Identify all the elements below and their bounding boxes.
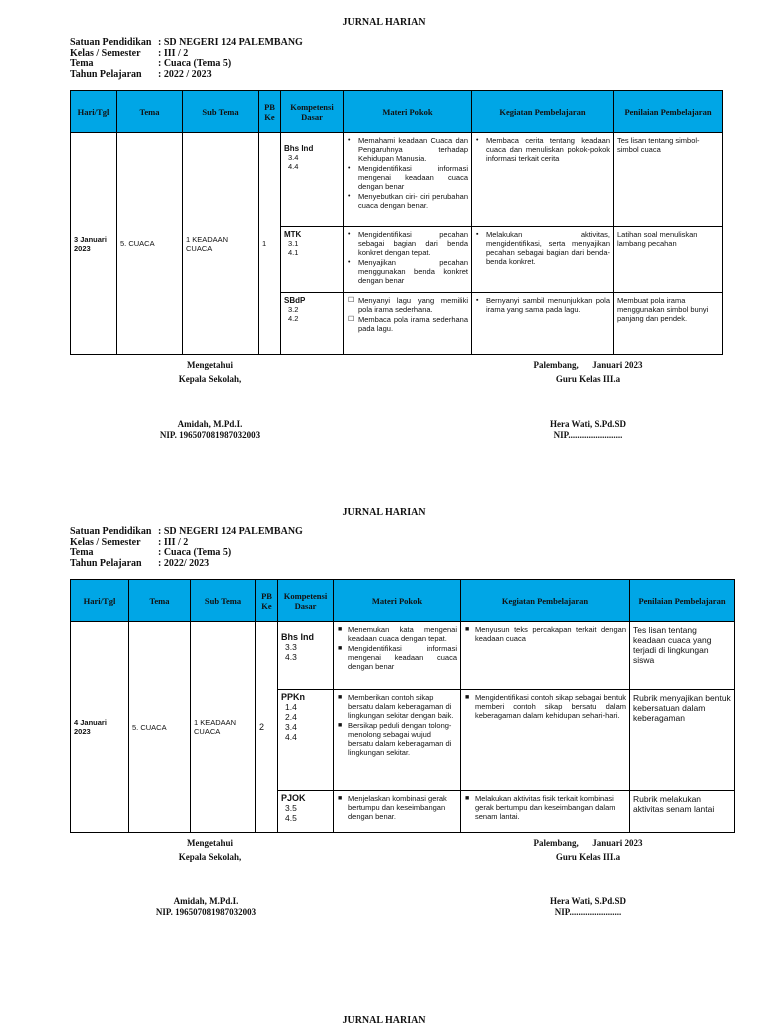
info-label: Kelas / Semester — [70, 536, 141, 548]
tema-cell: 5. CUACA — [129, 622, 191, 833]
info-label: Tema — [70, 547, 94, 558]
bullet-icon: • — [476, 137, 479, 144]
bullet-icon: • — [348, 165, 351, 172]
kd-subject: Bhs Ind — [281, 632, 314, 642]
kd-code: 3.4 — [288, 153, 299, 162]
signature-right: Palembang, Januari 2023 Guru Kelas III.a — [533, 360, 643, 384]
kegiatan-cell: ■ Melakukan aktivitas fisik terkait kombinasi gerak bertumpu dan keseimbangan dalam senam lantai. — [461, 791, 630, 833]
subtema-cell: 1 KEADAAN CUACA — [191, 622, 256, 833]
materi-cell — [334, 622, 461, 690]
checkbox-bullet-icon: ☐ — [348, 316, 355, 323]
list-item: ■ Bersikap peduli dengan tolong- menolong sebagai wujud bersatu dalam keberagaman di lingkungan sekitar. — [338, 721, 452, 757]
signature-left-name: Amidah, M.Pd.I. NIP. 196507081987032003 — [159, 419, 261, 440]
list-item: • Mengidentifikasi informasi mengenai keadaan cuaca dengan benar — [348, 164, 468, 191]
header-kd: Kompetensi Dasar — [278, 580, 334, 622]
info-value: : Cuaca (Tema 5) — [158, 547, 232, 558]
list-item: • Mengidentifikasi pecahan sebagai bagian dari benda konkret dengan tepat. — [348, 230, 468, 257]
kd-code: 1.4 — [285, 702, 297, 712]
kd-code: 4.1 — [288, 248, 299, 257]
kd-cell — [281, 227, 344, 293]
kegiatan-cell: • Membaca cerita tentang keadaan cuaca dan menuliskan pokok-pokok informasi terkait cerita — [472, 133, 614, 227]
journal-info — [70, 38, 303, 80]
info-label: Tema — [70, 58, 94, 69]
journal-info — [70, 527, 303, 569]
journal-title: JURNAL HARIAN — [342, 17, 426, 28]
kd-code: 3.5 — [285, 803, 297, 813]
square-bullet-icon: ■ — [338, 645, 343, 652]
square-bullet-icon: ▪ — [476, 297, 479, 304]
penilaian-cell: Rubrik melakukan aktivitas senam lantai — [630, 791, 735, 833]
signature-right-name: Hera Wati, S.Pd.SD NIP........................ — [549, 419, 627, 440]
header-tema: Tema — [117, 91, 183, 133]
header-pb: PB Ke — [259, 91, 281, 133]
kd-code: 3.2 — [288, 305, 299, 314]
header-penilaian: Penilaian Pembelajaran — [630, 580, 735, 622]
bullet-icon: • — [348, 231, 351, 238]
pb-cell: 2 — [256, 622, 278, 833]
signature-right: Palembang, Januari 2023 Guru Kelas III.a — [533, 838, 643, 862]
penilaian-cell: Latihan soal menuliskan lambang pecahan — [614, 227, 723, 293]
info-value: : III / 2 — [158, 536, 189, 548]
square-bullet-icon: ■ — [465, 694, 470, 701]
kd-code: 4.3 — [285, 652, 297, 662]
info-value: : III / 2 — [158, 47, 189, 59]
square-bullet-icon: ■ — [338, 626, 343, 633]
materi-cell — [344, 227, 472, 293]
square-bullet-icon: ■ — [338, 694, 343, 701]
square-bullet-icon: ■ — [338, 722, 343, 729]
kd-cell — [281, 133, 344, 227]
kd-cell — [278, 690, 334, 791]
materi-cell — [344, 133, 472, 227]
kegiatan-cell: ▪ Melakukan aktivitas, mengidentifikasi, serta menyajikan pecahan sebagai bagian dari benda-benda konkret. — [472, 227, 614, 293]
list-item: ■ Menemukan kata mengenai keadaan cuaca dengan tepat. — [338, 625, 457, 643]
tema-cell: 5. CUACA — [117, 133, 183, 355]
list-item: ■ Mengidentifikasi informasi mengenai keadaan cuaca dengan benar — [338, 644, 457, 671]
kd-cell — [278, 622, 334, 690]
kd-subject: PPKn — [281, 692, 306, 702]
signature-left: Mengetahui Kepala Sekolah, — [178, 838, 242, 862]
info-value: : SD NEGERI 124 PALEMBANG — [158, 37, 303, 48]
bullet-icon: • — [348, 137, 351, 144]
journal-title: JURNAL HARIAN — [342, 1015, 426, 1026]
kd-code: 3.1 — [288, 239, 299, 248]
list-item: • Menyebutkan ciri- ciri perubahan cuaca dengan benar. — [348, 192, 468, 210]
materi-cell — [334, 791, 461, 833]
bullet-icon: • — [348, 259, 351, 266]
kd-code: 3.4 — [285, 722, 297, 732]
list-item: ■ Memberikan contoh sikap bersatu dalam keberagaman di lingkungan sekitar dengan baik. — [338, 693, 454, 720]
kegiatan-cell: ■ Mengidentifikasi contoh sikap sebagai bentuk memberi contoh sikap bersatu dalam keberagaman dalam kehidupan sehari-hari. — [461, 690, 630, 791]
header-kegiatan: Kegiatan Pembelajaran — [472, 91, 614, 133]
signature-left: Mengetahui Kepala Sekolah, — [178, 360, 242, 384]
materi-cell — [334, 690, 461, 791]
kd-code: 3.3 — [285, 642, 297, 652]
square-bullet-icon: ■ — [338, 795, 343, 802]
list-item: ☐ Menyanyi lagu yang memiliki pola irama sederhana. — [348, 296, 468, 314]
header-pb: PB Ke — [256, 580, 278, 622]
journal-title: JURNAL HARIAN — [342, 507, 426, 518]
header-subtema: Sub Tema — [191, 580, 256, 622]
list-item: • Menyajikan pecahan menggunakan benda konkret dengan benar — [348, 258, 468, 285]
header-materi: Materi Pokok — [334, 580, 461, 622]
pb-cell: 1 — [259, 133, 281, 355]
kd-code: 4.5 — [285, 813, 297, 823]
kegiatan-cell: ■ Menyusun teks percakapan terkait dengan keadaan cuaca — [461, 622, 630, 690]
info-value: : Cuaca (Tema 5) — [158, 58, 232, 69]
signature-right-name: Hera Wati, S.Pd.SD NIP....................... — [549, 896, 627, 917]
journal-table — [70, 579, 735, 833]
header-materi: Materi Pokok — [344, 91, 472, 133]
info-label: Satuan Pendidikan — [70, 37, 152, 48]
header-hari: Hari/Tgl — [71, 580, 129, 622]
day-cell: 3 Januari 2023 — [71, 133, 117, 355]
penilaian-cell: Tes lisan tentang simbol-simbol cuaca — [614, 133, 723, 227]
kd-cell — [278, 791, 334, 833]
header-kegiatan: Kegiatan Pembelajaran — [461, 580, 630, 622]
info-label: Kelas / Semester — [70, 47, 141, 59]
info-label: Satuan Pendidikan — [70, 526, 152, 537]
kd-subject: MTK — [284, 230, 302, 239]
day-cell: 4 Januari 2023 — [71, 622, 129, 833]
square-bullet-icon: ■ — [465, 795, 470, 802]
checkbox-bullet-icon: ☐ — [348, 297, 355, 304]
list-item: • Memahami keadaan Cuaca dan Pengaruhnya terhadap Kehidupan Manusia. — [348, 136, 468, 163]
materi-cell — [344, 293, 472, 355]
info-value: : 2022/ 2023 — [158, 557, 210, 569]
list-item: ☐ Membaca pola irama sederhana pada lagu. — [348, 315, 468, 333]
kd-code: 4.4 — [288, 162, 299, 171]
header-penilaian: Penilaian Pembelajaran — [614, 91, 723, 133]
header-hari: Hari/Tgl — [71, 91, 117, 133]
subtema-cell: 1 KEADAAN CUACA — [183, 133, 259, 355]
header-tema: Tema — [129, 580, 191, 622]
square-bullet-icon: ▪ — [476, 231, 479, 238]
journal-table — [70, 90, 723, 355]
kegiatan-cell: ▪ Bernyanyi sambil menunjukkan pola irama yang sama pada lagu. — [472, 293, 614, 355]
square-bullet-icon: ■ — [465, 626, 470, 633]
penilaian-cell: Tes lisan tentang keadaan cuaca yang terjadi di lingkungan siswa — [630, 622, 735, 690]
header-kd: Kompetensi Dasar — [281, 91, 344, 133]
signature-left-name: Amidah, M.Pd.I. NIP. 196507081987032003 — [155, 896, 257, 917]
info-value: : SD NEGERI 124 PALEMBANG — [158, 526, 303, 537]
kd-code: 2.4 — [285, 712, 297, 722]
list-item: ■ Menjelaskan kombinasi gerak bertumpu dan keseimbangan dengan benar. — [338, 794, 447, 821]
kd-cell — [281, 293, 344, 355]
penilaian-cell: Membuat pola irama menggunakan simbol bunyi panjang dan pendek. — [614, 293, 723, 355]
kd-subject: PJOK — [281, 793, 306, 803]
bullet-icon: • — [348, 193, 351, 200]
info-value: : 2022 / 2023 — [158, 68, 212, 80]
kd-subject: SBdP — [284, 296, 306, 305]
penilaian-cell: Rubrik menyajikan bentuk kebersatuan dalam keberagaman — [630, 690, 735, 791]
kd-code: 4.2 — [288, 314, 299, 323]
kd-code: 4.4 — [285, 732, 297, 742]
info-label: Tahun Pelajaran — [70, 557, 142, 569]
info-label: Tahun Pelajaran — [70, 68, 142, 80]
kd-subject: Bhs Ind — [284, 144, 314, 153]
header-subtema: Sub Tema — [183, 91, 259, 133]
